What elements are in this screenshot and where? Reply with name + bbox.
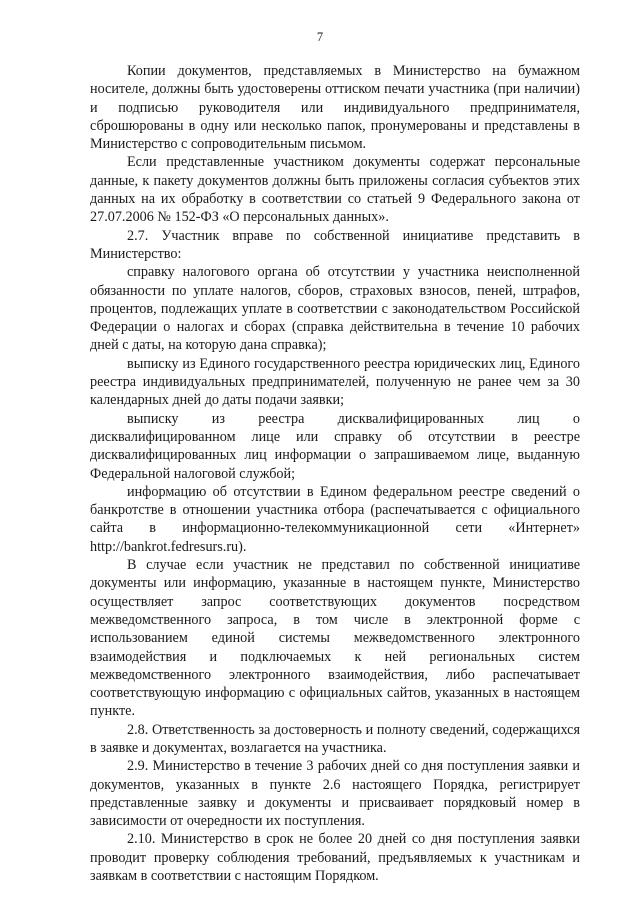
paragraph-disqualified-registry: выписку из реестра дисквалифицированных лиц о дисквалифицированном лице или справку об отсутствии в реестре дисквалифицированных лиц информации о запрашиваемом лице, выданную Федеральной налоговой службой; [90,410,580,482]
paragraph-bankruptcy-info: информацию об отсутствии в Едином федеральном реестре сведений о банкротстве в отношении участника отбора (распечатывается с официального сайта в информационно-телекоммуникационной сети «Интернет» http://bankrot.fedresurs.ru). [90,483,580,555]
paragraph-clause-2-7: 2.7. Участник вправе по собственной инициативе представить в Министерство: [90,227,580,262]
paragraph-clause-2-9: 2.9. Министерство в течение 3 рабочих дней со дня поступления заявки и документов, указанных в пункте 2.6 настоящего Порядка, регистрирует представленные заявку и документы и присваивает порядковый номер в зависимости от очередности их поступления. [90,758,580,830]
paragraph-tax-certificate: справку налогового органа об отсутствии у участника неисполненной обязанности по уплате налогов, сборов, страховых взносов, пеней, штрафов, процентов, подлежащих уплате в соответствии с законодательством Российской Федерации о налогах и сборах (справка действительна в течение 10 рабочих дней с даты, на которую дана справка); [90,264,580,354]
paragraph-registry-extract: выписку из Единого государственного реестра юридических лиц, Единого реестра индивидуальных предпринимателей, полученную не ранее чем за 30 календарных дней до даты подачи заявки; [90,355,580,409]
paragraph-copies-requirements: Копии документов, представляемых в Министерство на бумажном носителе, должны быть удостоверены оттиском печати участника (при наличии) и подписью руководителя или индивидуального предпринимателя, сброшюрованы в одну или несколько папок, пронумерованы и представлены в Министерство с сопроводительным письмом. [90,63,580,153]
paragraph-clause-2-8: 2.8. Ответственность за достоверность и полноту сведений, содержащихся в заявке и документах, возлагается на участника. [90,721,580,756]
paragraph-clause-2-10: 2.10. Министерство в срок не более 20 дней со дня поступления заявки проводит проверку соблюдения требований, предъявляемых к участникам и заявкам в соответствии с настоящим Порядком. [90,831,580,885]
page-number: 7 [316,30,324,44]
document-body [90,62,580,885]
paragraph-interagency-request: В случае если участник не представил по собственной инициативе документы или информацию, указанные в настоящем пункте, Министерство осуществляет запрос соответствующих документов посредством межведомственного запроса, в том числе в электронной форме с использованием единой системы межведомственного электронного взаимодействия и подключаемых к ней региональных систем межведомственного электронного взаимодействия, либо распечатывает соответствующую информацию с официальных сайтов, указанных в настоящем пункте. [90,557,580,720]
paragraph-personal-data: Если представленные участником документы содержат персональные данные, к пакету документов должны быть приложены согласия субъектов этих данных на их обработку в соответствии со статьей 9 Федерального закона от 27.07.2006 № 152-ФЗ «О персональных данных». [90,154,580,226]
